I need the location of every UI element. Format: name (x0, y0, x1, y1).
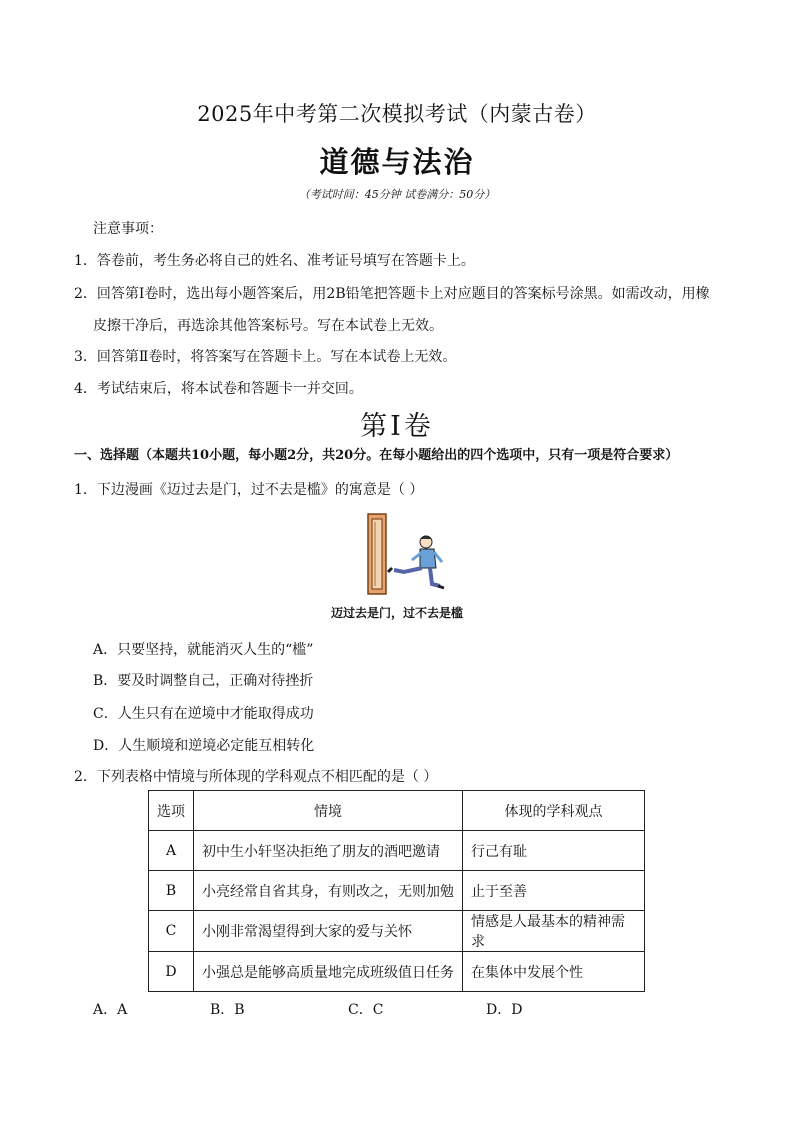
table-cell-situation: 初中生小轩坚决拒绝了朋友的酒吧邀请 (194, 831, 463, 871)
question-1-stem: 1．下边漫画《迈过去是门，过不去是槛》的寓意是（ ） (74, 482, 424, 498)
figure-caption: 迈过去是门，过不去是槛 (330, 606, 463, 620)
q2-option-a: A．A (93, 1002, 128, 1018)
table-cell-situation: 小亮经常自省其身，有则改之，无则加勉 (194, 871, 463, 911)
table-header-row (149, 791, 645, 831)
section-title: 第Ⅰ卷 (360, 411, 434, 442)
table-cell-viewpoint: 止于至善 (463, 871, 645, 911)
table-header-cell: 体现的学科观点 (463, 791, 645, 831)
person-leg-kicking (394, 568, 422, 572)
question-2-stem: 2．下列表格中情境与所体现的学科观点不相匹配的是（ ） (74, 769, 438, 785)
q1-option-d: D．人生顺境和逆境必定能互相转化 (93, 738, 315, 754)
table-row (149, 952, 645, 992)
notice-item: 1．答卷前，考生务必将自己的姓名、准考证号填写在答题卡上。 (74, 253, 475, 269)
notice-title: 注意事项： (93, 221, 163, 237)
subject-title: 道德与法治 (319, 145, 475, 179)
q2-option-b: B．B (210, 1002, 245, 1018)
question-2-table (148, 790, 645, 992)
table-cell-option: A (149, 831, 194, 871)
exam-meta: （考试时间：45分钟 试卷满分：50分） (298, 188, 496, 201)
q2-option-d: D．D (486, 1002, 523, 1018)
table-cell-option: B (149, 871, 194, 911)
cartoon-door-illustration (360, 512, 450, 596)
table-cell-viewpoint: 行己有耻 (463, 831, 645, 871)
notice-item: 2．回答第Ⅰ卷时，选出每小题答案后，用2B铅笔把答题卡上对应题目的答案标号涂黑。如需改动，用橡 (74, 286, 710, 302)
table-row (149, 871, 645, 911)
table-cell-option: D (149, 952, 194, 992)
person-body (420, 549, 436, 568)
q1-option-c: C．人生只有在逆境中才能取得成功 (93, 706, 314, 722)
door-panel (372, 519, 382, 589)
part-one-heading: 一、选择题（本题共10小题，每小题2分，共20分。在每小题给出的四个选项中，只有一项是符合要求） (74, 448, 679, 463)
table-cell-situation: 小刚非常渴望得到大家的爱与关怀 (194, 911, 463, 952)
table-header-cell: 情境 (194, 791, 463, 831)
exam-title: 2025年中考第二次模拟考试（内蒙古卷） (197, 102, 597, 126)
table-row (149, 831, 645, 871)
table-cell-viewpoint: 在集体中发展个性 (463, 952, 645, 992)
q1-option-a: A．只要坚持，就能消灭人生的“槛” (93, 642, 314, 658)
table-cell-option: C (149, 911, 194, 952)
notice-item: 3．回答第Ⅱ卷时，将答案写在答题卡上。写在本试卷上无效。 (74, 349, 457, 365)
table-header-cell: 选项 (149, 791, 194, 831)
q2-option-c: C．C (348, 1002, 384, 1018)
table-cell-viewpoint: 情感是人最基本的精神需求 (463, 911, 645, 952)
table-row (149, 911, 645, 952)
notice-item-continued: 皮擦干净后，再选涂其他答案标号。写在本试卷上无效。 (93, 318, 443, 334)
person-leg-standing (430, 568, 440, 586)
table-cell-situation: 小强总是能够高质量地完成班级值日任务 (194, 952, 463, 992)
notice-item: 4．考试结束后，将本试卷和答题卡一并交回。 (74, 381, 363, 397)
q1-option-b: B．要及时调整自己，正确对待挫折 (93, 673, 314, 689)
